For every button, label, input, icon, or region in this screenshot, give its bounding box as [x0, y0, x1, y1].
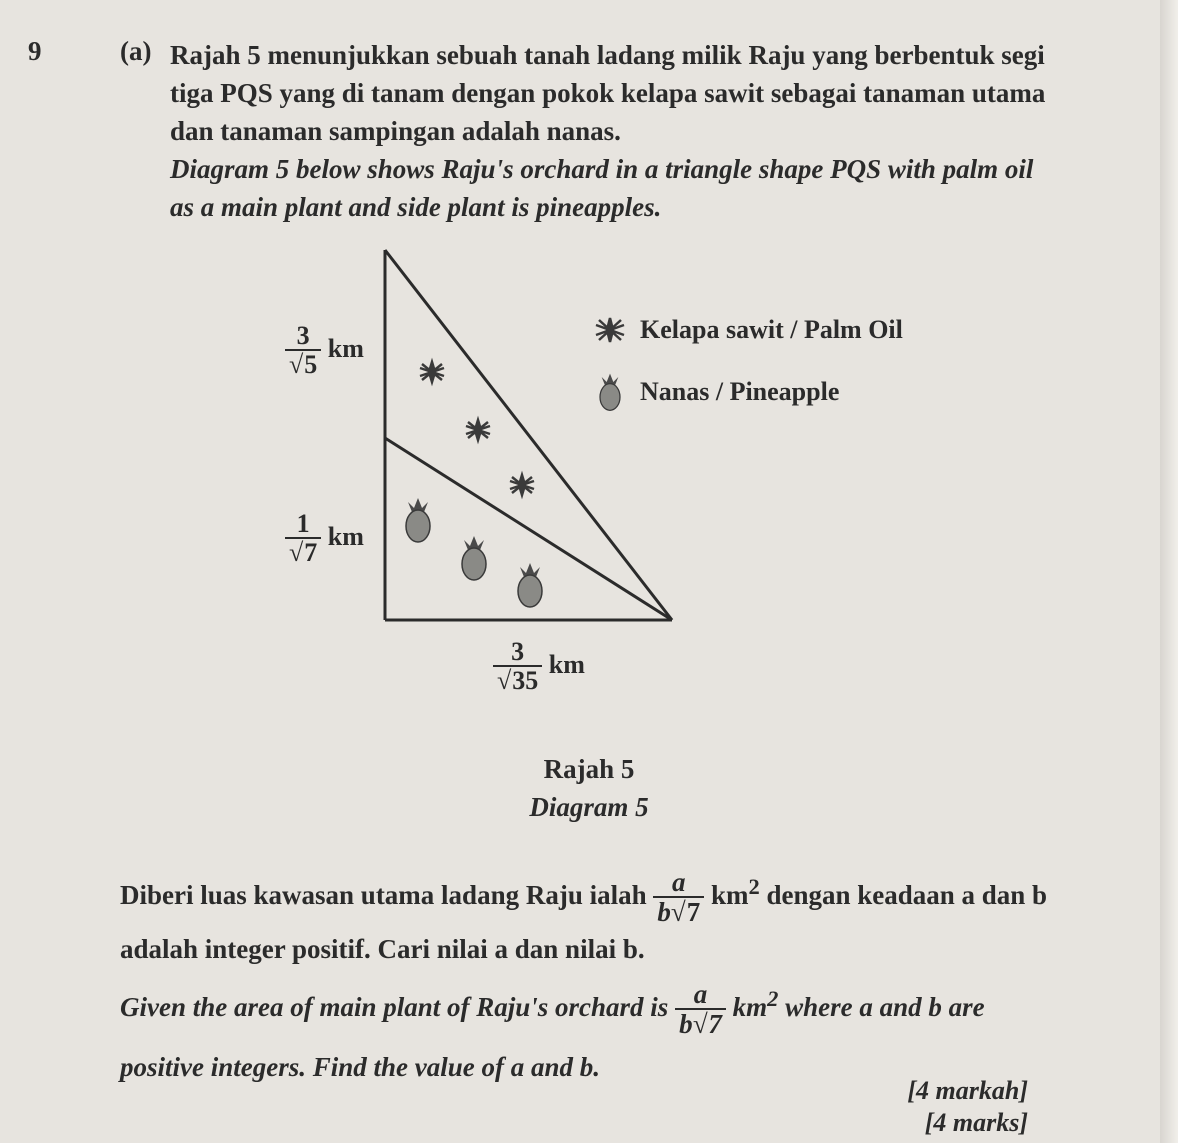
legend-palm-oil — [590, 310, 903, 350]
pineapple-icons — [406, 498, 542, 607]
pineapple-icon — [590, 372, 630, 412]
area-fraction: $\frac{a}{b√7}$ — [653, 868, 704, 928]
palm-icon — [420, 362, 444, 382]
label-top-side: $\frac{3}{√5}$ km — [285, 322, 364, 380]
label-mid-side: $\frac{1}{√7}$ km — [285, 510, 364, 568]
task-malay-line2: adalah integer positif. Cari nilai a dan nilai b. — [120, 934, 645, 964]
pineapple-icon — [518, 563, 542, 607]
area-fraction: $\frac{a}{b√7}$ — [675, 980, 726, 1040]
question-part: (a) — [120, 36, 152, 66]
legend-pineapple — [590, 372, 839, 412]
task-malay-line1: Diberi luas kawasan utama ladang Raju ialah $\frac{a}{b√7}$ $km^2$ dengan keadaan a dan b — [120, 867, 1048, 928]
task-english-line2: positive integers. Find the value of a and b. — [120, 1052, 601, 1082]
legend-pineapple-label: Nanas / Pineapple — [640, 377, 840, 406]
task-english-line1: Given the area of main plant of Raju's orchard is $\frac{a}{b√7}$ $km^2$ where a and b are — [120, 979, 985, 1040]
question-number: 9 — [28, 36, 42, 66]
caption-malay: Rajah 5 — [543, 754, 635, 784]
marks-english: [4 marks] — [924, 1108, 1028, 1137]
caption-english: Diagram 5 — [529, 792, 649, 822]
palm-icons — [420, 362, 534, 495]
legend-palm-oil-label: Kelapa sawit / Palm Oil — [640, 315, 903, 344]
pineapple-icon — [462, 536, 486, 580]
palm-icon — [510, 475, 534, 495]
marks-malay: [4 markah] — [907, 1076, 1028, 1105]
question-text-english: Diagram 5 below shows Raju's orchard in a triangle shape PQS with palm oil as a main plant and side plant is pineapples. — [170, 154, 1034, 222]
palm-icon — [466, 420, 490, 440]
triangle-pqs — [385, 250, 672, 620]
question-text-malay: Rajah 5 menunjukkan sebuah tanah ladang milik Raju yang berbentuk segi tiga PQS yang di tanam dengan pokok kelapa sawit sebagai tanaman utama dan tanaman sampingan adalah nanas. — [170, 40, 1046, 146]
palm-icon — [590, 310, 630, 350]
pineapple-icon — [406, 498, 430, 542]
label-bottom-side: $\frac{3}{√35}$ km — [493, 638, 585, 696]
side-pq — [385, 250, 672, 620]
